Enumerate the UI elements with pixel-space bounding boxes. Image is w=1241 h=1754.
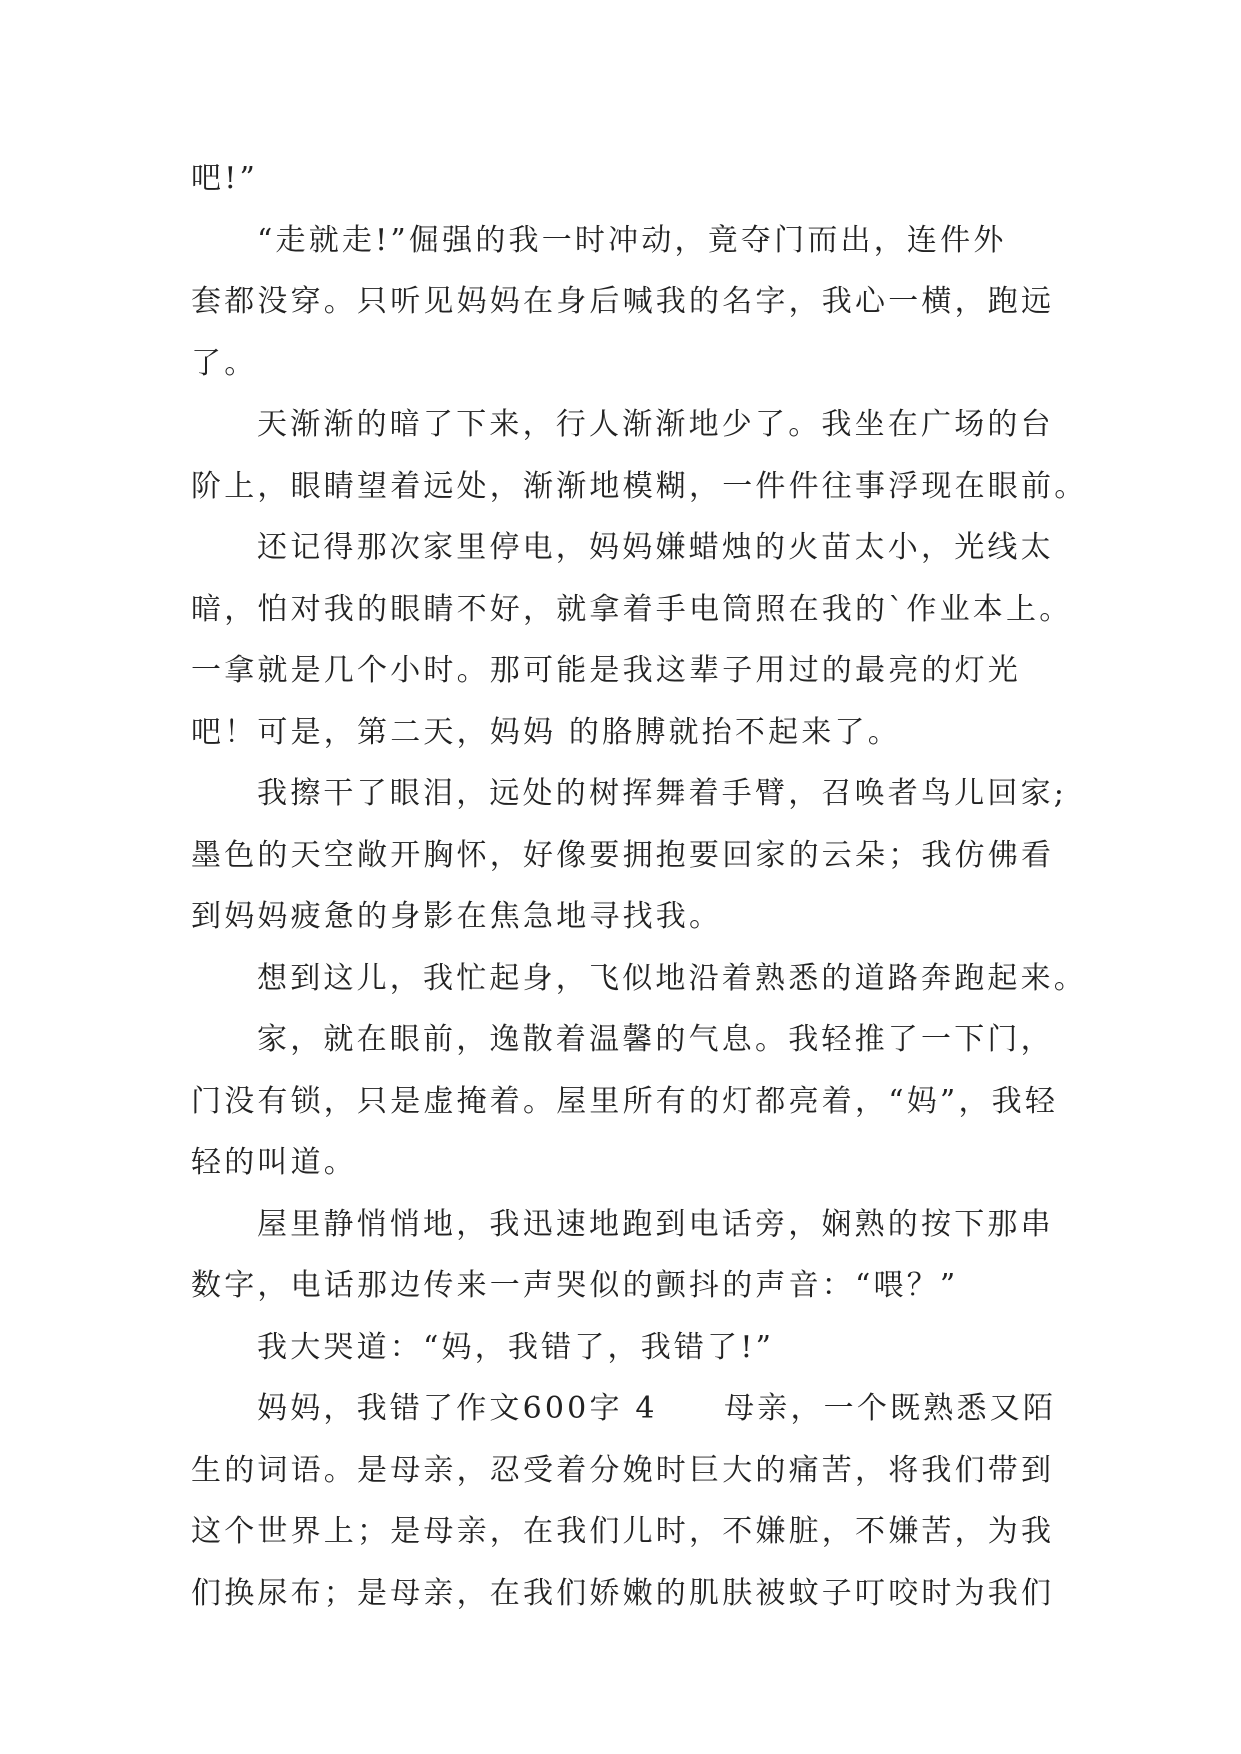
text-line-6: 阶上，眼睛望着远处，渐渐地模糊，一件件往事浮现在眼前。 (191, 468, 1088, 504)
text-line-10: 吧！可是，第二天，妈妈 的胳膊就抬不起来了。 (191, 714, 901, 750)
text-line-14: 想到这儿，我忙起身，飞似地沿着熟悉的道路奔跑起来。 (257, 960, 1087, 996)
text-line-12: 墨色的天空敞开胸怀，好像要拥抱要回家的云朵；我仿佛看 (191, 837, 1055, 873)
text-line-21: 妈妈，我错了作文600字 4 母亲，一个既熟悉又陌 (257, 1391, 1057, 1426)
text-line-22: 生的词语。是母亲，忍受着分娩时巨大的痛苦，将我们带到 (191, 1452, 1055, 1488)
text-line-5: 天渐渐的暗了下来，行人渐渐地少了。我坐在广场的台 (257, 407, 1054, 442)
text-line-17: 轻的叫道。 (191, 1145, 357, 1180)
text-line-1: 吧!” (191, 161, 258, 196)
document-body (191, 148, 1088, 1624)
text-line-23: 这个世界上；是母亲，在我们儿时，不嫌脏，不嫌苦，为我 (191, 1514, 1055, 1549)
text-line-13: 到妈妈疲惫的身影在焦急地寻找我。 (191, 899, 723, 934)
text-line-20: 我大哭道：“妈，我错了，我错了!” (257, 1329, 775, 1365)
text-line-24: 们换尿布；是母亲，在我们娇嫩的肌肤被蚊子叮咬时为我们 (191, 1575, 1055, 1611)
text-line-19: 数字，电话那边传来一声哭似的颤抖的声音：“喂？” (191, 1268, 959, 1303)
text-line-16: 门没有锁，只是虚掩着。屋里所有的灯都亮着，“妈”，我轻 (191, 1083, 1059, 1119)
text-line-15: 家，就在眼前，逸散着温馨的气息。我轻推了一下门， (257, 1022, 1054, 1057)
text-line-7: 还记得那次家里停电，妈妈嫌蜡烛的火苗太小，光线太 (257, 530, 1054, 565)
text-line-9: 一拿就是几个小时。那可能是我这辈子用过的最亮的灯光 (191, 653, 1021, 688)
text-line-2: “走就走!”倔强的我一时冲动，竟夺门而出，连件外 (257, 222, 1007, 258)
text-line-3: 套都没穿。只听见妈妈在身后喊我的名字，我心一横，跑远 (191, 284, 1055, 319)
text-line-8: 暗，怕对我的眼睛不好，就拿着手电筒照在我的`作业本上。 (191, 591, 1073, 627)
text-line-11: 我擦干了眼泪，远处的树挥舞着手臂，召唤者鸟儿回家; (257, 776, 1068, 811)
text-line-4: 了。 (191, 345, 258, 381)
text-line-18: 屋里静悄悄地，我迅速地跑到电话旁，娴熟的按下那串 (257, 1206, 1054, 1242)
